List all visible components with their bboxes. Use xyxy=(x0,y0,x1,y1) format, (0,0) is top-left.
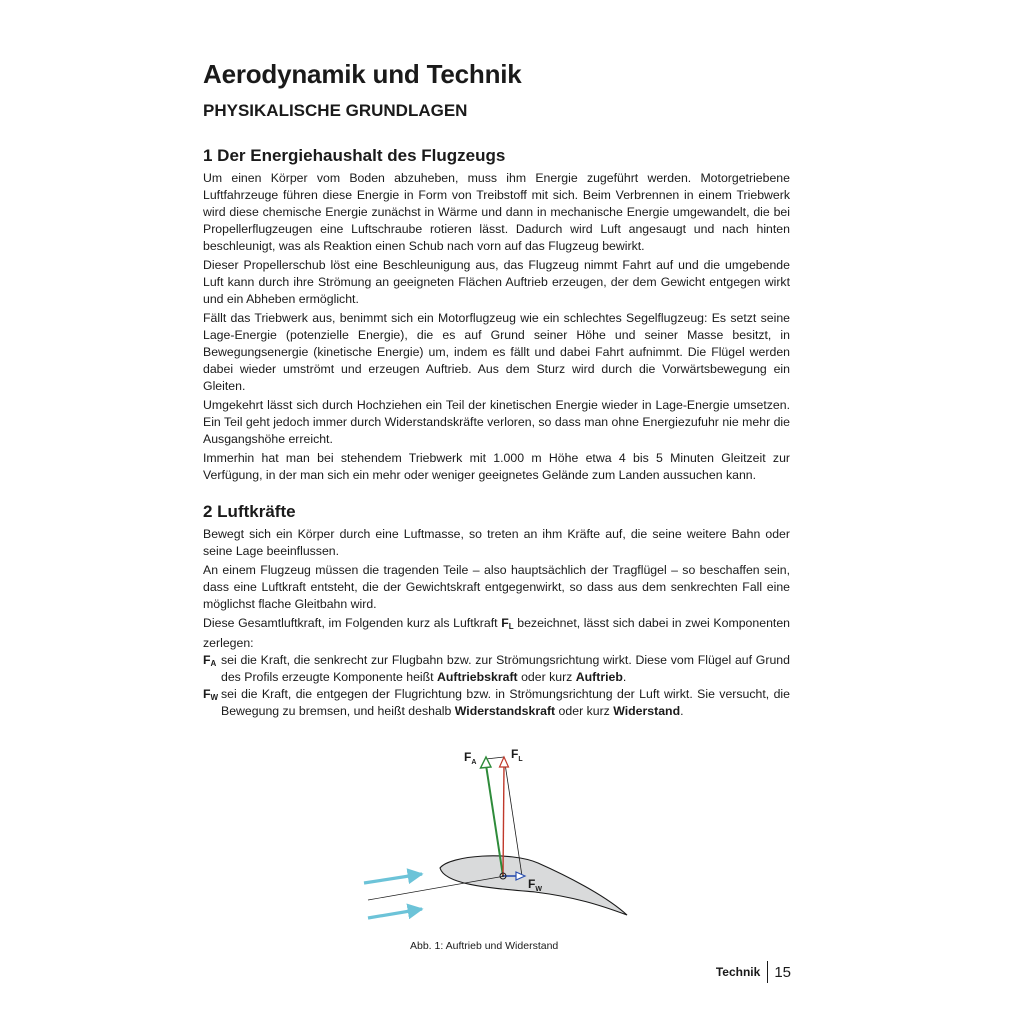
section-1-title: 1 Der Energiehaushalt des Flugzeugs xyxy=(203,146,506,165)
definition-fa-symbol-sub: A xyxy=(210,659,217,668)
label-fa xyxy=(464,750,476,766)
section-2-paragraph: Bewegt sich ein Körper durch eine Luftmasse, so treten an ihm Kräfte auf, die seine weitere Bahn oder seine Lage beeinflussen. xyxy=(203,527,790,558)
term-auftriebskraft: Auftriebskraft xyxy=(437,670,518,684)
definition-fw-text-mid: oder kurz xyxy=(555,704,614,718)
term-widerstand: Widerstand xyxy=(613,704,681,718)
definition-fw-text xyxy=(221,686,790,720)
total-force-arrowhead xyxy=(500,757,509,767)
page-title: Aerodynamik und Technik xyxy=(203,59,522,89)
footer-divider xyxy=(767,961,768,983)
section-2-paragraph: An einem Flugzeug müssen die tragenden Teile – also hauptsächlich der Tragflügel – so beschaffen sein, dass eine Luftkraft entsteht, die der Gewichtskraft entgegenwirkt, so dass aus dem senkrechten Fall eine möglichst flache Gleitbahn wird. xyxy=(203,563,790,611)
term-auftrieb: Auftrieb xyxy=(575,670,623,684)
label-fl-sub: L xyxy=(518,756,523,763)
total-force-vector xyxy=(503,765,504,876)
definition-fw-symbol-base: F xyxy=(203,687,211,701)
section-2-paragraph xyxy=(203,615,790,652)
section-1-paragraph: Fällt das Triebwerk aus, benimmt sich ein Motorflugzeug wie ein schlechtes Segelflugzeug: Es setzt seine Lage-Energie (potenzielle Energie), die es auf Grund seiner Höhe und seiner Masse besitzt, in Bewegungsenergie (kinetische Energie) um, indem es fällt und dabei Fahrt aufnimmt. Die Flügel werden dabei wieder umströmt und erzeugen Auftrieb. Aus dem Sturz wird durch die Vorwärtsbewegung ein Gleiten. xyxy=(203,311,790,393)
definition-fw-symbol-sub: W xyxy=(210,693,219,702)
chapter-kicker: PHYSIKALISCHE GRUNDLAGEN xyxy=(203,101,468,120)
section-1-paragraph: Immerhin hat man bei stehendem Triebwerk mit 1.000 m Höhe etwa 4 bis 5 Minuten Gleitzeit zur Verfügung, in der man sich ein mehr oder weniger geeignetes Gelände zum Landen aussuchen kann. xyxy=(203,451,790,482)
label-fw-sub: W xyxy=(535,886,542,893)
label-fl-base: F xyxy=(511,747,519,761)
definition-fw-text-main: sei die Kraft, die entgegen der Flugrichtung bzw. in Strömungsrichtung der Luft wirkt. Sie versucht, die Bewegung zu bremsen, und heißt deshalb xyxy=(221,687,790,718)
definition-fw xyxy=(203,686,790,720)
airflow-arrow xyxy=(364,874,422,883)
term-widerstandskraft: Widerstandskraft xyxy=(454,704,556,718)
symbol-fl xyxy=(501,616,513,630)
section-1-paragraph: Dieser Propellerschub löst eine Beschleunigung aus, das Flugzeug nimmt Fahrt auf und die umgebende Luft kann durch ihre Strömung an geeigneten Flächen Auftrieb erzeugen, der dem Gewicht entgegen wirkt und ein Abheben ermöglicht. xyxy=(203,258,790,306)
definition-fa-text-mid: oder kurz xyxy=(517,670,576,684)
airfoil-force-diagram xyxy=(360,745,640,920)
definition-fw-text-end: . xyxy=(680,704,684,718)
page-footer xyxy=(716,961,791,983)
construction-line xyxy=(486,757,504,759)
section-2-body xyxy=(203,526,790,720)
section-1-body xyxy=(203,170,790,484)
section-2-title: 2 Luftkräfte xyxy=(203,502,296,521)
page-content xyxy=(203,58,790,720)
section-1-paragraph: Umgekehrt lässt sich durch Hochziehen ein Teil der kinetischen Energie wieder in Lage-Energie umsetzen. Ein Teil geht jedoch immer durch Widerstandskräfte verloren, so dass man ohne Energiezufuhr nie mehr die Ausgangshöhe erreicht. xyxy=(203,398,790,446)
definition-fw-symbol xyxy=(203,686,221,720)
symbol-fl-sub: L xyxy=(508,622,514,631)
pressure-point-center xyxy=(502,875,504,877)
definition-fa-text-end: . xyxy=(622,670,627,684)
definition-fa xyxy=(203,652,790,686)
label-fl xyxy=(511,747,523,763)
p3-text-post: bezeichnet, lässt sich dabei in zwei Komponenten zerlegen: xyxy=(203,616,790,650)
definition-fa-text xyxy=(221,652,790,686)
p3-text-pre: Diese Gesamtluftkraft, im Folgenden kurz als Luftkraft xyxy=(203,616,502,630)
page-number: 15 xyxy=(774,963,791,981)
definition-fa-text-main: sei die Kraft, die senkrecht zur Flugbahn bzw. zur Strömungsrichtung wirkt. Diese vom Flügel auf Grund des Profils erzeugte Komponente heißt xyxy=(221,653,790,684)
label-fa-sub: A xyxy=(471,759,477,766)
label-fa-base: F xyxy=(464,750,472,764)
footer-section-label: Technik xyxy=(715,965,761,979)
label-fw-base: F xyxy=(528,877,536,891)
airflow-arrow xyxy=(368,909,422,918)
symbol-fl-base: F xyxy=(501,616,509,630)
definition-fa-symbol xyxy=(203,652,221,686)
definition-fa-symbol-base: F xyxy=(203,653,211,667)
section-1-paragraph: Um einen Körper vom Boden abzuheben, muss ihm Energie zugeführt werden. Motorgetriebene Luftfahrzeuge führen diese Energie in Form von Treibstoff mit sich. Beim Verbrennen in einem Triebwerk wird diese chemische Energie zunächst in Wärme und dann in mechanische Energie umgewandelt, die bei Propellerflugzeugen eine Luftschraube rotieren lässt. Dadurch wird Luft angesaugt und nach hinten beschleunigt, was als Reaktion einen Schub nach vorn auf das Flugzeug bewirkt. xyxy=(203,171,790,253)
figure-caption: Abb. 1: Auftrieb und Widerstand xyxy=(410,940,559,952)
